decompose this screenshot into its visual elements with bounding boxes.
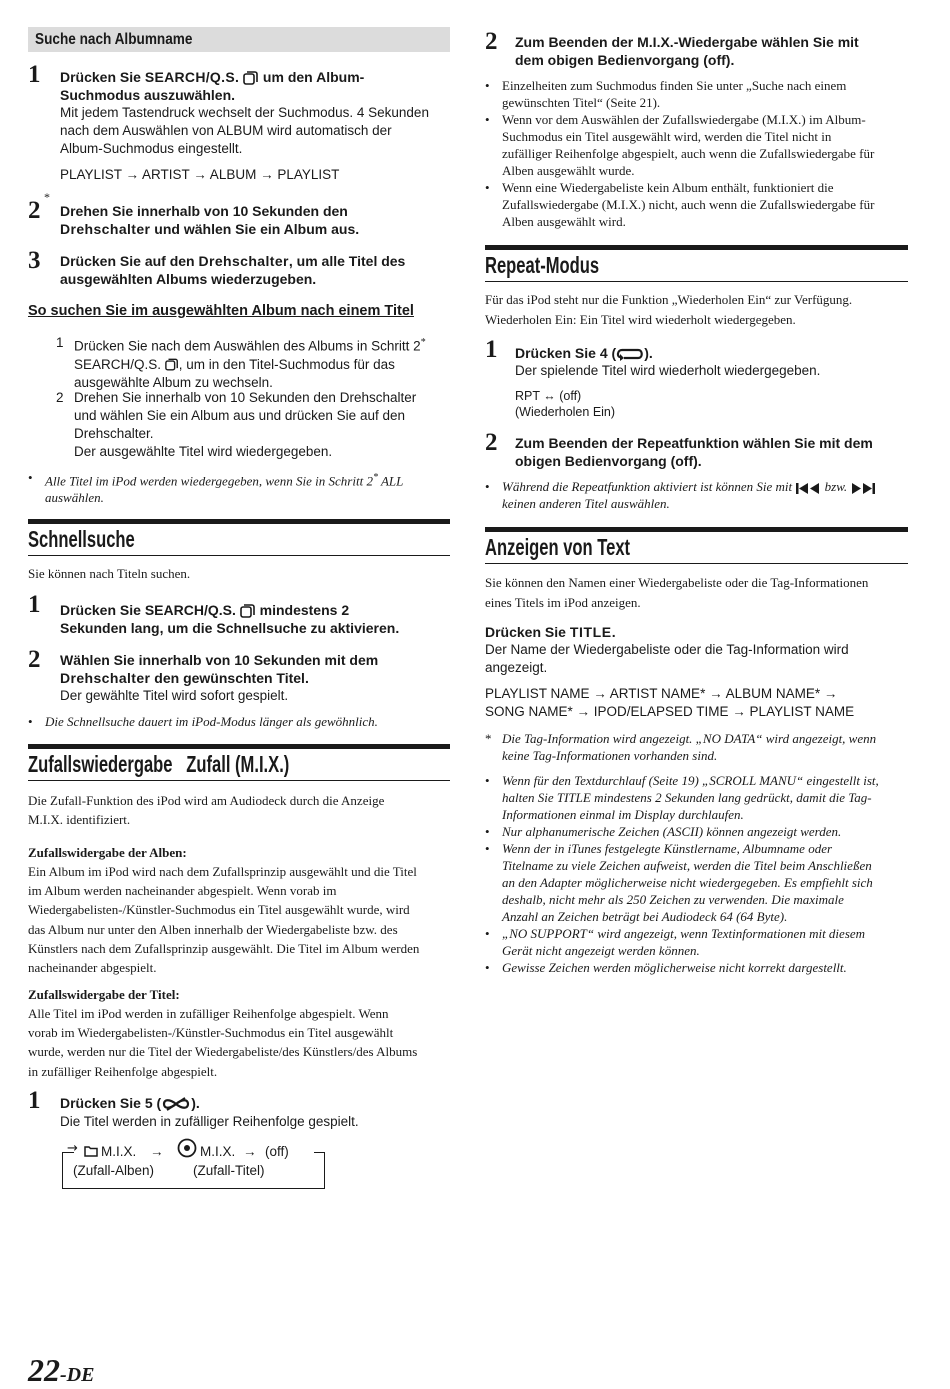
bullet-line: halten Sie TITLE mindestens 2 Sekunden lang gedrückt, damit die Tag- bbox=[502, 790, 872, 805]
arrow-right-icon: → bbox=[150, 1144, 164, 1159]
page-number: 22-DE bbox=[28, 1352, 95, 1388]
mix-titles-label: M.I.X. bbox=[200, 1144, 236, 1159]
section-heading-text-display: Anzeigen von Text bbox=[485, 527, 908, 565]
bullet-line: zufälliger Reihenfolge abgespielt, auch wenn die Zufallswiedergabe für bbox=[502, 146, 875, 161]
folder-icon bbox=[84, 1145, 98, 1157]
diagram-line bbox=[62, 1152, 63, 1188]
bullet-line: Zufallswiedergabe (M.I.X.) nicht, auch wenn die Zufallswiedergabe für bbox=[502, 197, 875, 212]
bullet-line: Wenn für den Textdurchlauf (Seite 19) „SCROLL MANU“ eingestellt ist, bbox=[502, 773, 879, 788]
step-body: Mit jedem Tastendruck wechselt der Suchmodus. 4 Sekunden nach dem Auswählen von ALBUM wird automatisch der Album-Suchmodus eingestellt. bbox=[60, 105, 429, 156]
paragraph-line: das Album nur unter den Alben innerhalb der Wiedergabeliste bzw. des bbox=[28, 921, 398, 937]
step-number: 2 bbox=[28, 197, 41, 224]
note: • Während die Repeatfunktion aktiviert ist können Sie mit bzw. keinen anderen Titel auswählen. bbox=[502, 478, 912, 512]
subsection-title: Zufallswidergabe der Titel: bbox=[28, 987, 180, 1002]
bullet-marker: • bbox=[485, 960, 490, 975]
step-number: 1 bbox=[28, 591, 41, 618]
bullet-marker: • bbox=[485, 112, 490, 127]
mix-albums-caption: (Zufall-Alben) bbox=[73, 1163, 155, 1178]
search-qs-icon bbox=[165, 358, 179, 372]
bullet-marker: • bbox=[485, 180, 490, 195]
intro-text: Sie können den Namen einer Wiedergabeliste oder die Tag-Informationen eines Titels im iPod anzeigen. bbox=[485, 575, 869, 610]
bullet-marker: • bbox=[485, 773, 490, 788]
intro-text: Sie können nach Titeln suchen. bbox=[28, 566, 191, 581]
bullet-line: Informationen einmal im Display durchlaufen. bbox=[502, 807, 744, 822]
step-instruction: Drücken Sie TITLE. bbox=[485, 624, 616, 640]
arrow-right-icon: → bbox=[243, 1144, 257, 1159]
step-number: 3 bbox=[28, 247, 41, 274]
note: • Alle Titel im iPod werden wiedergegeben, wenn Sie in Schritt 2* ALL auswählen. bbox=[28, 470, 404, 506]
paragraph-line: Wiedergabelisten-/Künstler-Suchmodus ein Titel ausgewählt wurde, wird bbox=[28, 902, 410, 918]
paragraph bbox=[28, 1004, 453, 1081]
repeat-cycle: RPT ↔ (off) (Wiederholen Ein) bbox=[515, 389, 616, 419]
step-number: 1 bbox=[28, 61, 41, 88]
bullet-line: Nur alphanumerische Zeichen (ASCII) können angezeigt werden. bbox=[502, 824, 842, 839]
bullet-item bbox=[485, 840, 912, 925]
step-instruction: Drücken Sie 4 ( ). bbox=[515, 345, 653, 361]
substep-text: Drücken Sie nach dem Auswählen des Albums in Schritt 2* SEARCH/Q.S. , um in den Titel-Suchmodus für das ausgewählte Album zu wechseln. bbox=[74, 337, 426, 390]
previous-track-icon bbox=[795, 483, 821, 494]
bullet-item bbox=[485, 111, 912, 179]
paragraph-line: im Album werden nacheinander abgespielt. Wenn vorab im bbox=[28, 883, 337, 899]
substep-text: Drehen Sie innerhalb von 10 Sekunden den Drehschalter und wählen Sie ein Album aus und drücken Sie auf den Drehschalter. Der ausgewählte Titel wird wiedergegeben. bbox=[74, 390, 417, 459]
bullet-line: Titelname zu viele Zeichen aufweist, werden die Titel beim Anschließen bbox=[502, 858, 872, 873]
step-instruction: Drücken Sie auf den Drehschalter, um alle Titel des ausgewählten Albums wiederzugeben. bbox=[60, 253, 406, 287]
section-heading-album-search: Suche nach Albumname bbox=[28, 27, 450, 52]
bullet-item bbox=[485, 77, 912, 111]
search-mode-cycle: PLAYLIST → ARTIST → ALBUM → PLAYLIST bbox=[60, 167, 340, 182]
step-body: Der gewählte Titel wird sofort gespielt. bbox=[60, 688, 289, 703]
paragraph-line: Ein Album im iPod wird nach dem Zufallsprinzip ausgewählt und die Titel bbox=[28, 864, 417, 879]
bullet-item bbox=[485, 823, 912, 840]
bullet-marker: • bbox=[485, 841, 490, 856]
step-instruction: Wählen Sie innerhalb von 10 Sekunden mit dem Drehschalter den gewünschten Titel. bbox=[60, 652, 379, 686]
asterisk-note: * Die Tag-Information wird angezeigt. „NO DATA“ wird angezeigt, wenn keine Tag-Informationen vorhanden sind. bbox=[485, 731, 877, 763]
step-number: 1 bbox=[485, 336, 498, 363]
bullet-item bbox=[485, 925, 912, 959]
step-instruction: Drücken Sie SEARCH/Q.S. um den Album- Suchmodus auszuwählen. bbox=[60, 69, 365, 103]
diagram-line bbox=[324, 1152, 325, 1189]
bullet-line: „NO SUPPORT“ wird angezeigt, wenn Textinformationen mit diesem bbox=[502, 926, 866, 941]
note: • Die Schnellsuche dauert im iPod-Modus länger als gewöhnlich. bbox=[28, 714, 378, 729]
bullet-marker: • bbox=[485, 926, 490, 941]
bullet-marker: • bbox=[485, 824, 490, 839]
bullet-item bbox=[485, 772, 912, 823]
search-qs-icon bbox=[240, 604, 256, 619]
bullet-line: Anzahl an Zeichen beträgt bei Audiodeck 64 (64 Byte). bbox=[502, 909, 788, 924]
bullet-line: an den Adapter möglicherweise nicht wiedergegeben. Es empfiehlt sich bbox=[502, 875, 873, 890]
step-number: 2 bbox=[485, 429, 498, 456]
step-instruction: Zum Beenden der M.I.X.-Wiedergabe wählen Sie mit dem obigen Bedienvorgang (off). bbox=[515, 34, 859, 68]
paragraph-line: vorab im Wiedergabelisten-/Künstler-Suchmodus ein Titel ausgewählt bbox=[28, 1025, 394, 1041]
step-instruction: Drücken Sie 5 ( ). bbox=[60, 1095, 200, 1111]
step-number: 1 bbox=[28, 1087, 41, 1114]
shuffle-icon bbox=[161, 1097, 191, 1111]
bullet-line: Alben ausgewählt wurde. bbox=[502, 163, 635, 178]
mix-titles-caption: (Zufall-Titel) bbox=[193, 1163, 265, 1178]
paragraph-line: in zufälliger Reihenfolge abgespielt. bbox=[28, 1063, 218, 1079]
step-number: 2 bbox=[485, 28, 498, 55]
mix-albums-label: M.I.X. bbox=[101, 1144, 137, 1159]
paragraph-line: nacheinander abgespielt. bbox=[28, 960, 157, 976]
paragraph-line: wurde, werden nur die Titel der Wiedergabeliste/des Künstlers/des Albums bbox=[28, 1044, 418, 1060]
next-track-icon bbox=[850, 483, 876, 494]
bullet-line: Einzelheiten zum Suchmodus finden Sie unter „Suche nach einem bbox=[502, 78, 847, 93]
diagram-line bbox=[62, 1188, 325, 1189]
disc-icon bbox=[177, 1138, 197, 1158]
arrow-right-icon: → bbox=[67, 1141, 78, 1156]
intro-text: Für das iPod steht nur die Funktion „Wiederholen Ein“ zur Verfügung. Wiederholen Ein: Ein Titel wird wiederholt wiedergegeben. bbox=[485, 292, 853, 327]
paragraph-line: Alle Titel im iPod werden in zufälliger Reihenfolge abgespielt. Wenn bbox=[28, 1006, 389, 1021]
search-qs-icon bbox=[243, 71, 259, 86]
step-body: Der Name der Wiedergabeliste oder die Tag-Information wird angezeigt. bbox=[485, 642, 849, 675]
heading-rule bbox=[485, 245, 908, 250]
step-body: Die Titel werden in zufälliger Reihenfolge gespielt. bbox=[60, 1114, 359, 1129]
substep-number: 2 bbox=[56, 390, 64, 405]
paragraph-line: Künstlers nach dem Zufallsprinzip ausgewählt. Die Titel im Album werden bbox=[28, 940, 420, 956]
step-number: 2 bbox=[28, 646, 41, 673]
heading-rule bbox=[28, 744, 450, 749]
bullet-item bbox=[485, 179, 912, 230]
bullet-line: Wenn eine Wiedergabeliste kein Album enthält, funktioniert die bbox=[502, 180, 834, 195]
subsection-title: So suchen Sie im ausgewählten Album nach einem Titel bbox=[28, 303, 414, 319]
bullet-line: Alben ausgewählt wird. bbox=[502, 214, 626, 229]
bullet-line: gewünschten Titel“ (Seite 21). bbox=[502, 95, 661, 110]
bullet-line: Gerät nicht angezeigt werden können. bbox=[502, 943, 700, 958]
bullet-line: Suchmodus ein Titel ausgewählt wird, werden die Titel nicht in bbox=[502, 129, 832, 144]
paragraph bbox=[28, 862, 453, 977]
display-cycle: PLAYLIST NAME → ARTIST NAME* → ALBUM NAME* → SONG NAME* → IPOD/ELAPSED TIME → PLAYLIST NAME bbox=[485, 686, 855, 719]
bullet-item bbox=[485, 959, 912, 976]
step-asterisk: * bbox=[44, 190, 50, 204]
repeat-icon bbox=[616, 347, 644, 361]
step-instruction: Drücken Sie SEARCH/Q.S. mindestens 2 Sekunden lang, um die Schnellsuche zu aktivieren. bbox=[60, 602, 400, 636]
bullet-line: deshalb, nicht mehr als 250 Zeichen zu verwenden. Die maximale bbox=[502, 892, 844, 907]
section-heading-quick-search: Schnellsuche bbox=[28, 519, 450, 557]
step-instruction: Drehen Sie innerhalb von 10 Sekunden den Drehschalter und wählen Sie ein Album aus. bbox=[60, 203, 360, 237]
mix-off-label: (off) bbox=[265, 1144, 289, 1159]
diagram-line bbox=[314, 1152, 325, 1153]
section-heading-repeat: Repeat-Modus bbox=[485, 245, 908, 283]
heading-rule bbox=[485, 527, 908, 532]
heading-rule bbox=[28, 555, 450, 556]
step-body: Der spielende Titel wird wiederholt wiedergegeben. bbox=[515, 363, 821, 378]
substep-number: 1 bbox=[56, 335, 64, 350]
heading-rule bbox=[485, 563, 908, 564]
heading-rule bbox=[28, 780, 450, 781]
bullet-marker: • bbox=[485, 78, 490, 93]
heading-rule bbox=[485, 281, 908, 282]
step-instruction: Zum Beenden der Repeatfunktion wählen Sie mit dem obigen Bedienvorgang (off). bbox=[515, 435, 873, 469]
heading-rule bbox=[28, 519, 450, 524]
section-heading-shuffle: Zufallswiedergabe Zufall (M.I.X.) bbox=[28, 744, 450, 782]
bullet-line: Gewisse Zeichen werden möglicherweise nicht korrekt dargestellt. bbox=[502, 960, 847, 975]
intro-text: Die Zufall-Funktion des iPod wird am Audiodeck durch die Anzeige M.I.X. identifiziert. bbox=[28, 793, 385, 827]
bullet-line: Wenn der in iTunes festgelegte Künstlername, Albumname oder bbox=[502, 841, 833, 856]
bullet-line: Wenn vor dem Auswählen der Zufallswiedergabe (M.I.X.) im Album- bbox=[502, 112, 866, 127]
subsection-title: Zufallswidergabe der Alben: bbox=[28, 845, 187, 860]
